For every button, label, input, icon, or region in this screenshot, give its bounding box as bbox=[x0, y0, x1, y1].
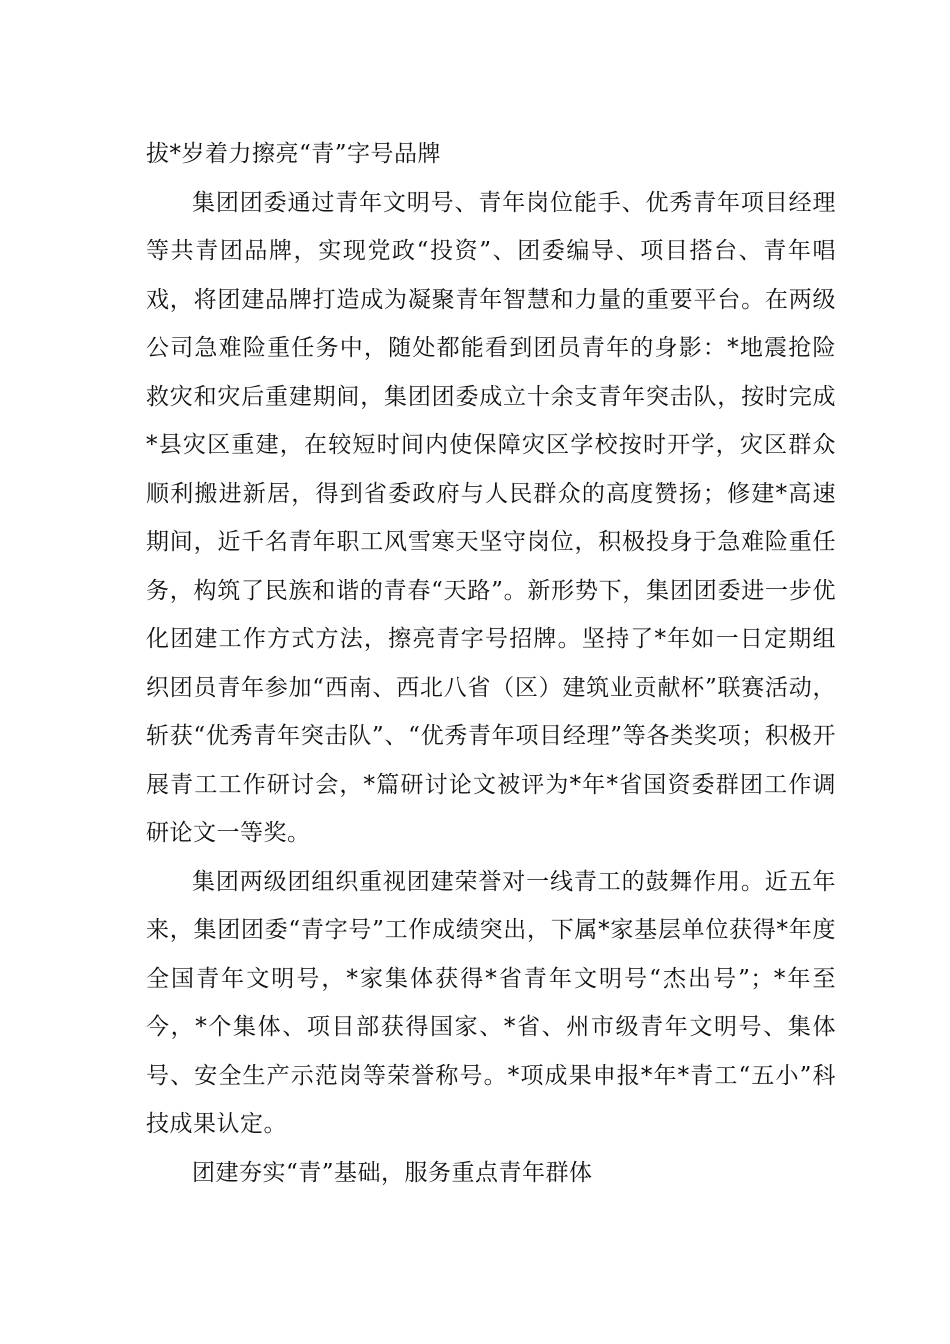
paragraph-2: 集团两级团组织重视团建荣誉对一线青工的鼓舞作用。近五年来，集团团委“青字号”工作成绩突出，下属*家基层单位获得*年度全国青年文明号，*家集体获得*省青年文明号“杰出号”；*年至今，*个集体、项目部获得国家、*省、州市级青年文明号、集体号、安全生产示范岗等荣誉称号。*项成果申报*年*青工“五小”科技成果认定。 bbox=[146, 868, 836, 1137]
section-heading-2: 团建夯实“青”基础，服务重点青年群体 bbox=[192, 1159, 593, 1186]
section-heading-1: 拔*岁着力擦亮“青”字号品牌 bbox=[146, 141, 442, 167]
document-body bbox=[146, 130, 836, 1197]
paragraph-1: 集团团委通过青年文明号、青年岗位能手、优秀青年项目经理等共青团品牌，实现党政“投资”、团委编导、项目搭台、青年唱戏，将团建品牌打造成为凝聚青年智慧和力量的重要平台。在两级公司急难险重任务中，随处都能看到团员青年的身影：*地震抢险救灾和灾后重建期间，集团团委成立十余支青年突击队，按时完成*县灾区重建，在较短时间内使保障灾区学校按时开学，灾区群众顺利搬进新居，得到省委政府与人民群众的高度赞扬；修建*高速期间，近千名青年职工风雪寒天坚守岗位，积极投身于急难险重任务，构筑了民族和谐的青春“天路”。新形势下，集团团委进一步优化团建工作方式方法，擦亮青字号招牌。坚持了*年如一日定期组织团员青年参加“西南、西北八省（区）建筑业贡献杯”联赛活动，斩获“优秀青年突击队”、“优秀青年项目经理”等各类奖项；积极开展青工工作研讨会，*篇研讨论文被评为*年*省国资委群团工作调研论文一等奖。 bbox=[146, 189, 836, 846]
